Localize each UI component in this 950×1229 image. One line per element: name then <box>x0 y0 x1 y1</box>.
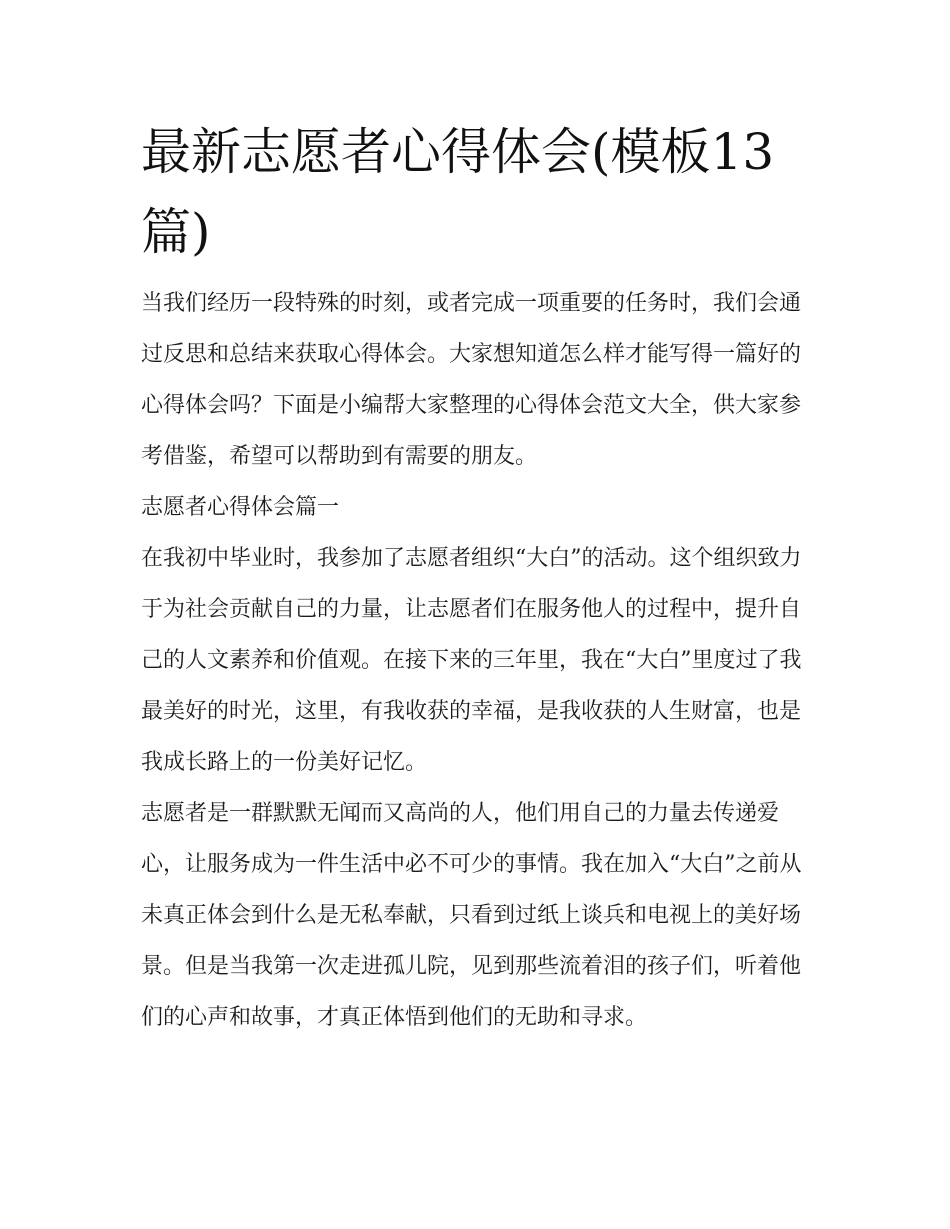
document-body <box>141 278 813 1043</box>
section-heading: 志愿者心得体会篇一 <box>141 495 340 520</box>
document-title: 最新志愿者心得体会(模板13篇) <box>141 123 775 261</box>
intro-paragraph: 当我们经历一段特殊的时刻，或者完成一项重要的任务时，我们会通过反思和总结来获取心得体会。大家想知道怎么样才能写得一篇好的心得体会吗？下面是小编帮大家整理的心得体会范文大全，供大家参考借鉴，希望可以帮助到有需要的朋友。 <box>141 291 802 469</box>
body-paragraph: 志愿者是一群默默无闻而又高尚的人，他们用自己的力量去传递爱心，让服务成为一件生活中必不可少的事情。我在加入“大白”之前从未真正体会到什么是无私奉献，只看到过纸上谈兵和电视上的美好场景。但是当我第一次走进孤儿院，见到那些流着泪的孩子们，听着他们的心声和故事，才真正体悟到他们的无助和寻求。 <box>141 801 802 1030</box>
body-paragraph: 在我初中毕业时，我参加了志愿者组织“大白”的活动。这个组织致力于为社会贡献自己的力量，让志愿者们在服务他人的过程中，提升自己的人文素养和价值观。在接下来的三年里，我在“大白”里度过了我最美好的时光，这里，有我收获的幸福，是我收获的人生财富，也是我成长路上的一份美好记忆。 <box>141 546 802 775</box>
